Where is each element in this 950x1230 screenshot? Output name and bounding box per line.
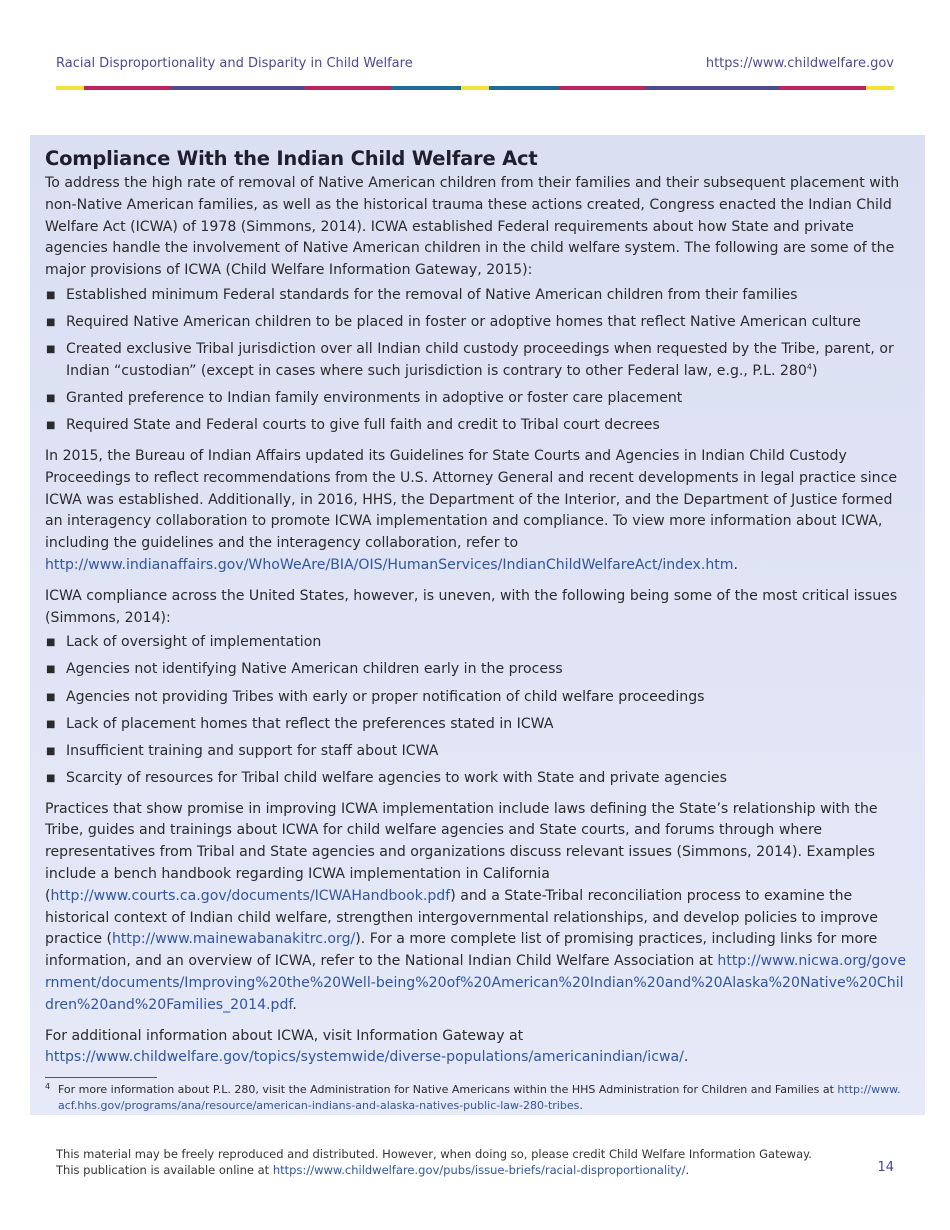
publication-link[interactable]: https://www.childwelfare.gov/pubs/issue-briefs/racial-disproportionality/	[272, 1163, 686, 1177]
additional-info-paragraph: For additional information about ICWA, visit Information Gateway at https://www.childwelfare.gov/topics/systemwide/diverse-populations/americanindian/icwa/.	[45, 1027, 689, 1066]
icwa-sidebar-panel	[30, 135, 925, 1115]
footnote-number: 4	[45, 1082, 51, 1092]
list-item: ■ Created exclusive Tribal jurisdiction over all Indian child custody proceedings when requested by the Tribe, parent, or Indian “custodian” (except in cases where such jurisdiction is contrary to other Federal law, e.g., P.L. $280^4$)	[46, 341, 894, 379]
square-bullet-icon: ■	[46, 420, 56, 432]
square-bullet-icon: ■	[46, 289, 56, 301]
compliance-paragraph: ICWA compliance across the United States, however, is uneven, with the following being some of the most critical issues (Simmons, 2014):	[45, 587, 898, 626]
provisions-list	[45, 285, 907, 437]
color-bar-segment	[305, 86, 391, 90]
list-item: ■ Agencies not providing Tribes with early or proper notification of child welfare proceedings	[45, 687, 907, 709]
list-item: ■ Required State and Federal courts to give full faith and credit to Tribal court decrees	[45, 415, 907, 437]
document-title: Racial Disproportionality and Disparity in Child Welfare	[56, 56, 413, 71]
reproduction-notice: This material may be freely reproduced and distributed. However, when doing so, please credit Child Welfare Information Gateway.	[56, 1147, 812, 1161]
footnote-divider	[45, 1077, 157, 1078]
square-bullet-icon: ■	[46, 317, 56, 329]
color-bar-segment	[391, 86, 461, 90]
color-bar-segment	[461, 86, 489, 90]
square-bullet-icon: ■	[46, 691, 56, 703]
list-item: ■ Insufficient training and support for staff about ICWA	[45, 741, 907, 763]
list-item: ■ Required Native American children to be placed in foster or adoptive homes that reflect Native American culture	[45, 312, 907, 334]
color-bar-segment	[489, 86, 559, 90]
list-item: ■ Scarcity of resources for Tribal child welfare agencies to work with State and private agencies	[45, 768, 907, 790]
indianaffairs-link[interactable]: http://www.indianaffairs.gov/WhoWeAre/BIA/OIS/HumanServices/IndianChildWelfareAct/index.htm	[45, 556, 734, 573]
availability-line: This publication is available online at https://www.childwelfare.gov/pubs/issue-briefs/racial-disproportionality/.	[56, 1163, 690, 1177]
list-item: ■ Established minimum Federal standards for the removal of Native American children from their families	[45, 285, 907, 307]
nicwa-link[interactable]: http://www.nicwa.org/government/documents/Improving%20the%20Well-being%20of%20American%20Indian%20and%20Alaska%20Native%20Children%20and%20Families_2014.pdf	[45, 953, 907, 1013]
guidelines-paragraph: In 2015, the Bureau of Indian Affairs updated its Guidelines for State Courts and Agencies in Indian Child Custody Proceedings to reflect recommendations from the U.S. Attorney General and recent developments in legal practice since ICWA was established. Additionally, in 2016, HHS, the Department of the Interior, and the Department of Justice formed an interagency collaboration to promote ICWA implementation and compliance. To view more information about ICWA, including the guidelines and the interagency collaboration, refer to http://www.indianaffairs.gov/WhoWeAre/BIA/OIS/HumanServices/IndianChildWelfareAct/index.htm.	[45, 447, 898, 573]
icwa-handbook-link[interactable]: http://www.courts.ca.gov/documents/ICWAHandbook.pdf	[50, 887, 451, 904]
intro-paragraph: To address the high rate of removal of Native American children from their families and their subsequent placement with non-Native American families, as well as the historical trauma these actions created, Congress enacted the Indian Child Welfare Act (ICWA) of 1978 (Simmons, 2014). ICWA established Federal requirements about how State and private agencies handle the involvement of Native American children in the child welfare system. The following are some of the major provisions of ICWA (Child Welfare Information Gateway, 2015):	[45, 175, 900, 279]
square-bullet-icon: ■	[46, 393, 56, 405]
site-link[interactable]: https://www.childwelfare.gov	[705, 56, 894, 71]
footnote: 4 For more information about P.L. 280, visit the Administration for Native Americans within the HHS Administration for Children and Families at http://www.acf.hhs.gov/programs/ana/resource/american-indians-and-alaska-natives-public-law-280-tribes.	[45, 1082, 907, 1114]
promising-practices-paragraph: Practices that show promise in improving ICWA implementation include laws defining the State’s relationship with the Tribe, guides and trainings about ICWA for child welfare agencies and State courts, and forums through where representatives from Tribal and State agencies and organizations discuss relevant issues (Simmons, 2014). Examples include a bench handbook regarding ICWA implementation in California (http://www.courts.ca.gov/documents/ICWAHandbook.pdf) and a State-Tribal reconciliation process to examine the historical context of Indian child welfare, strengthen intergovernmental relationships, and develop policies to improve practice (http://www.mainewabanakitrc.org/). For a more complete list of promising practices, including links for more information, and an overview of ICWA, refer to the National Indian Child Welfare Association at http://www.nicwa.org/government/documents/Improving%20the%20Well-being%20of%20American%20Indian%20and%20Alaska%20Native%20Children%20and%20Families_2014.pdf.	[45, 800, 907, 1013]
color-bar-segment	[779, 86, 866, 90]
page-footer	[56, 1146, 894, 1178]
square-bullet-icon: ■	[46, 718, 56, 730]
color-bar-segment	[559, 86, 645, 90]
square-bullet-icon: ■	[46, 745, 56, 757]
square-bullet-icon: ■	[46, 637, 56, 649]
mainewabanaki-link[interactable]: http://www.mainewabanakitrc.org/	[111, 931, 356, 948]
list-item: ■ Lack of placement homes that reflect the preferences stated in ICWA	[45, 714, 907, 736]
square-bullet-icon: ■	[46, 664, 56, 676]
list-item: ■ Granted preference to Indian family environments in adoptive or foster care placement	[45, 388, 907, 410]
square-bullet-icon: ■	[46, 344, 56, 356]
header-color-bar	[56, 86, 894, 90]
acf-pl280-link[interactable]: http://www.acf.hhs.gov/programs/ana/resource/american-indians-and-alaska-natives-public-law-280-tribes	[58, 1083, 901, 1113]
issues-list	[45, 632, 907, 789]
icwa-topic-link[interactable]: https://www.childwelfare.gov/topics/systemwide/diverse-populations/americanindian/icwa/	[45, 1049, 684, 1066]
color-bar-segment	[84, 86, 171, 90]
page-number: 14	[877, 1160, 894, 1175]
color-bar-segment	[645, 86, 779, 90]
footnote-reference[interactable]: 4	[806, 362, 812, 372]
color-bar-segment	[171, 86, 305, 90]
list-item: ■ Agencies not identifying Native American children early in the process	[45, 659, 907, 681]
page-header	[56, 56, 894, 76]
section-heading: Compliance With the Indian Child Welfare Act	[45, 147, 538, 170]
color-bar-segment	[866, 86, 894, 90]
color-bar-segment	[56, 86, 84, 90]
list-item: ■ Lack of oversight of implementation	[45, 632, 907, 654]
square-bullet-icon: ■	[46, 772, 56, 784]
